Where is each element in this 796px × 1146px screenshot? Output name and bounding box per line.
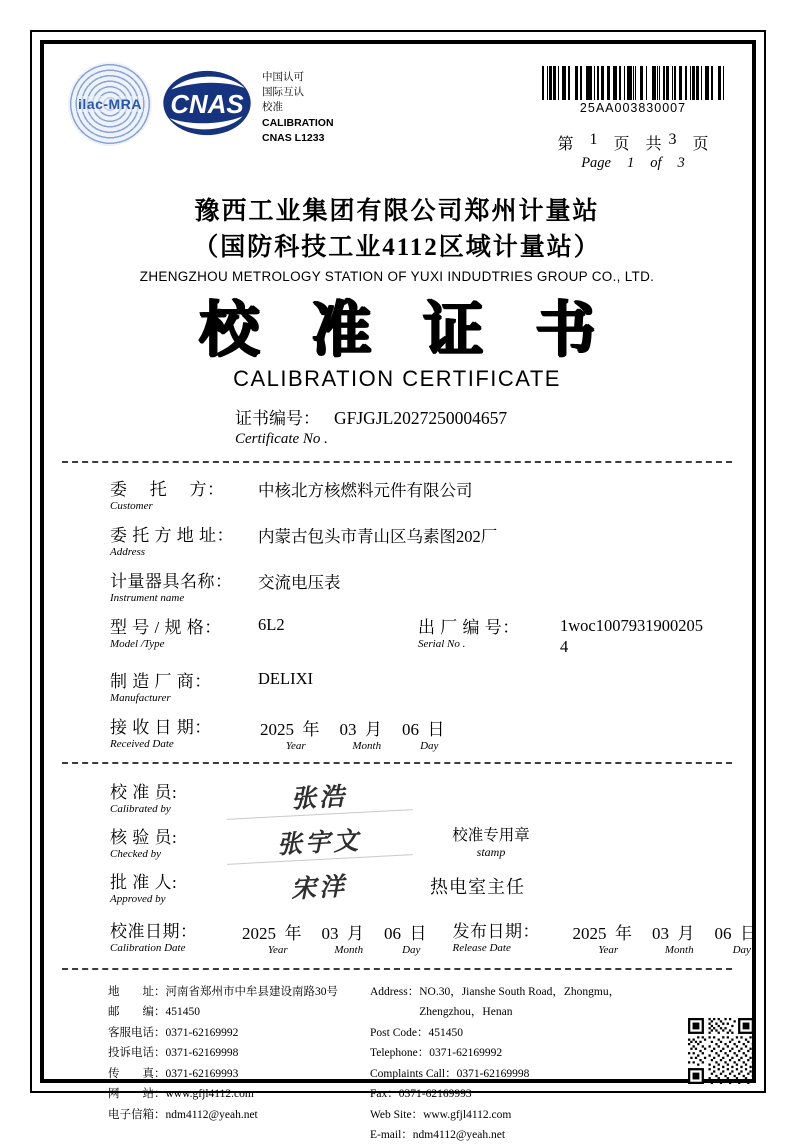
footer-value-en: 0371-62169993 [398,1088,472,1101]
received-date-value [244,713,445,752]
field-value: 1woc10079319002054 [560,616,703,657]
page-label-en: of [650,155,662,171]
footer-label: 传 真： [108,1067,166,1080]
day-unit: 日 [409,923,427,943]
signer-label-zh: 批 准 人: [110,872,178,892]
day-unit-en: Day [420,739,439,752]
footer-left-column [108,982,370,1146]
barcode [542,66,724,100]
day-unit-en: Day [402,943,421,956]
accreditation-logos [60,62,334,172]
field-label-en: Received Date [110,737,174,750]
calibration-date-value [226,917,427,956]
release-year: 2025 [572,923,607,943]
field-label-zh: 制 造 厂 商： [110,671,212,691]
footer-label-en: Post Code： [370,1026,429,1039]
footer-website: www.gfjl4112.com [165,1088,254,1101]
org-name-line2: （国防科技工业4112区域计量站） [193,233,601,261]
release-month: 03 [652,923,669,943]
accreditation-line: 中国认可 [262,71,304,83]
field-serial [418,613,704,658]
calibration-date-label-en: Calibration Date [110,941,186,954]
instrument-info-section [60,475,734,752]
approved-by-row [110,864,730,909]
divider [62,762,732,764]
year-unit-en: Year [285,739,306,752]
certificate-title-en: CALIBRATION CERTIFICATE [233,366,561,391]
checked-by-signature: 张宇文 [225,818,413,865]
signer-label-en: Checked by [110,847,161,860]
field-value: 内蒙古包头市青山区乌素图202厂 [258,527,498,546]
year-unit-en: Year [598,943,619,956]
page-label-en: Page [581,155,611,171]
page-label: 共 [645,136,662,153]
calibration-date-label-zh: 校准日期： [110,921,198,941]
field-model [110,613,418,650]
page-label: 页 [692,136,709,153]
field-label-en: Model /Type [110,638,165,650]
footer-label-en: Complaints Call： [370,1067,457,1080]
footer-label: 客服电话： [108,1026,166,1039]
page-label: 第 [557,136,574,153]
footer-label: 地 址： [108,985,166,998]
calibration-year: 2025 [242,923,276,943]
month-unit-en: Month [334,943,364,956]
footer-row [370,1084,670,1104]
received-day: 06 [402,719,419,739]
field-address [110,521,730,558]
calibrated-by-signature: 张浩 [225,773,413,820]
field-label-zh: 委 托 方： [110,480,225,499]
field-model-serial-row [110,613,730,658]
page-number-en: 1 [627,155,635,171]
footer-value-en: 0371-62169992 [429,1047,503,1060]
footer-row [370,1023,670,1043]
footer-label-en: Telephone： [370,1047,430,1060]
certificate-number-block [197,404,597,448]
footer-value: 451450 [165,1006,200,1019]
footer-contact-section [60,982,734,1146]
page-info-zh [534,131,732,154]
page-total-en: 3 [677,155,685,171]
footer-label: 邮 编： [108,1006,166,1019]
footer-row [108,1023,370,1043]
field-label-zh: 型 号 / 规 格： [110,618,222,637]
field-value: 交流电压表 [258,573,341,592]
field-label-en: Instrument name [110,592,185,604]
day-unit: 日 [427,719,445,739]
footer-email-en: ndm4112@yeah.net [412,1129,506,1142]
field-value: DELIXI [258,668,313,688]
header-right [534,62,734,172]
barcode-number: 25AA003830007 [579,101,687,115]
footer-value-en: NO.30，Jianshe South Road，Zhongmu，Zhengzhou，Henan [419,985,621,1019]
field-label-en: Manufacturer [110,691,171,704]
stamp-label-en: stamp [476,844,506,859]
month-unit: 月 [365,719,382,739]
month-unit: 月 [347,923,364,943]
footer-label: 网 站： [108,1088,166,1101]
field-label-en: Serial No . [418,638,466,650]
footer-label-en: E-mail： [370,1129,413,1142]
accreditation-line: CALIBRATION [262,116,334,129]
ilac-mra-label: ilac-MRA [78,96,142,112]
accreditation-line: CNAS L1233 [262,131,325,144]
year-unit: 年 [302,719,320,739]
month-unit-en: Month [352,739,382,752]
footer-row [370,1064,670,1084]
org-name-en: ZHENGZHOU METROLOGY STATION OF YUXI INDUDTRIES GROUP CO., LTD. [139,269,655,284]
footer-label-en: Fax： [370,1088,399,1101]
approved-by-signature: 宋洋 [290,873,348,904]
release-date-value [557,917,758,956]
accreditation-line: 国际互认 [262,86,304,99]
footer-row [108,1064,370,1084]
header [60,62,734,172]
signer-label-zh: 核 验 员: [110,827,178,847]
divider [62,968,732,970]
year-unit: 年 [615,923,632,943]
cnas-logo-icon [162,70,252,141]
field-manufacturer [110,667,730,704]
footer-row [108,1105,370,1125]
footer-value-en: 0371-62169998 [456,1067,530,1080]
field-received-date [110,713,730,752]
footer-value-en: 451450 [428,1026,463,1039]
accreditation-text [262,70,334,146]
approver-title: 热电室主任 [430,877,525,898]
certificate-number-label-zh: 证书编号： [235,409,320,428]
certificate-title-zh: 校准证书 [199,297,647,363]
footer-label: 投诉电话： [108,1047,166,1060]
calibration-month: 03 [321,923,339,943]
stamp-label-zh: 校准专用章 [452,826,530,844]
month-unit: 月 [677,923,695,943]
received-year: 2025 [260,719,294,739]
footer-row [370,1043,670,1063]
footer-value: 0371-62169992 [165,1026,239,1039]
release-date-label-en: Release Date [452,941,511,954]
release-date-label-zh: 发布日期： [452,921,540,941]
footer-label-en: Web Site： [370,1108,424,1121]
page-info-en [534,155,732,172]
calibrated-by-row [110,774,730,819]
page-total: 3 [668,131,677,148]
month-unit-en: Month [664,943,694,956]
calibration-day: 06 [384,923,401,943]
certificate-number-value: GFJGJL2027250004657 [334,408,508,428]
field-label-zh: 计量器具名称： [110,572,233,591]
day-unit-en: Day [732,943,751,956]
footer-row [108,982,370,1002]
field-value: 6L2 [258,615,285,634]
release-day: 06 [714,923,732,943]
certificate-content [46,46,757,1142]
footer-value: 0371-62169998 [165,1047,239,1060]
signer-label-zh: 校 准 员: [110,782,178,802]
footer-website-en: www.gfjl4112.com [423,1108,512,1121]
footer-row [108,1084,370,1104]
year-unit: 年 [284,923,302,943]
footer-label: 电子信箱： [108,1108,166,1121]
page-number: 1 [589,131,598,148]
field-label-zh: 出 厂 编 号： [418,618,520,637]
accreditation-line: 校准 [262,101,283,114]
footer-row [370,982,670,1023]
footer-row [108,1002,370,1022]
qr-code [688,1018,754,1084]
field-label-zh: 委 托 方 地 址： [110,526,234,545]
field-customer [110,475,730,512]
footer-email: ndm4112@yeah.net [165,1108,258,1121]
signer-label-en: Calibrated by [110,802,171,815]
footer-label-en: Address： [370,985,420,998]
footer-value: 河南省郑州市中牟县建设南路30号 [165,985,338,998]
signature-section [60,774,757,956]
ilac-mra-logo-icon [68,62,152,146]
footer-row [370,1125,670,1145]
page-label: 页 [613,136,630,153]
footer-row [108,1043,370,1063]
field-label-en: Customer [110,500,153,512]
field-value: 中核北方核燃料元件有限公司 [258,481,473,500]
divider [62,461,732,463]
stamp-block [412,823,730,860]
dates-row [110,917,757,956]
footer-right-column [370,982,670,1146]
footer-row [370,1105,670,1125]
day-unit: 日 [740,923,757,943]
footer-value: 0371-62169993 [165,1067,239,1080]
svg-text:CNAS: CNAS [170,90,244,119]
field-label-en: Address [110,546,146,558]
year-unit-en: Year [267,943,288,956]
field-label-zh: 接 收 日 期： [110,717,212,737]
org-name-line1: 豫西工业集团有限公司郑州计量站 [194,198,600,225]
field-instrument-name [110,567,730,604]
certificate-number-label-en: Certificate No . [235,431,328,447]
received-month: 03 [339,719,357,739]
signer-label-en: Approved by [110,892,166,905]
checked-by-row [110,819,730,864]
